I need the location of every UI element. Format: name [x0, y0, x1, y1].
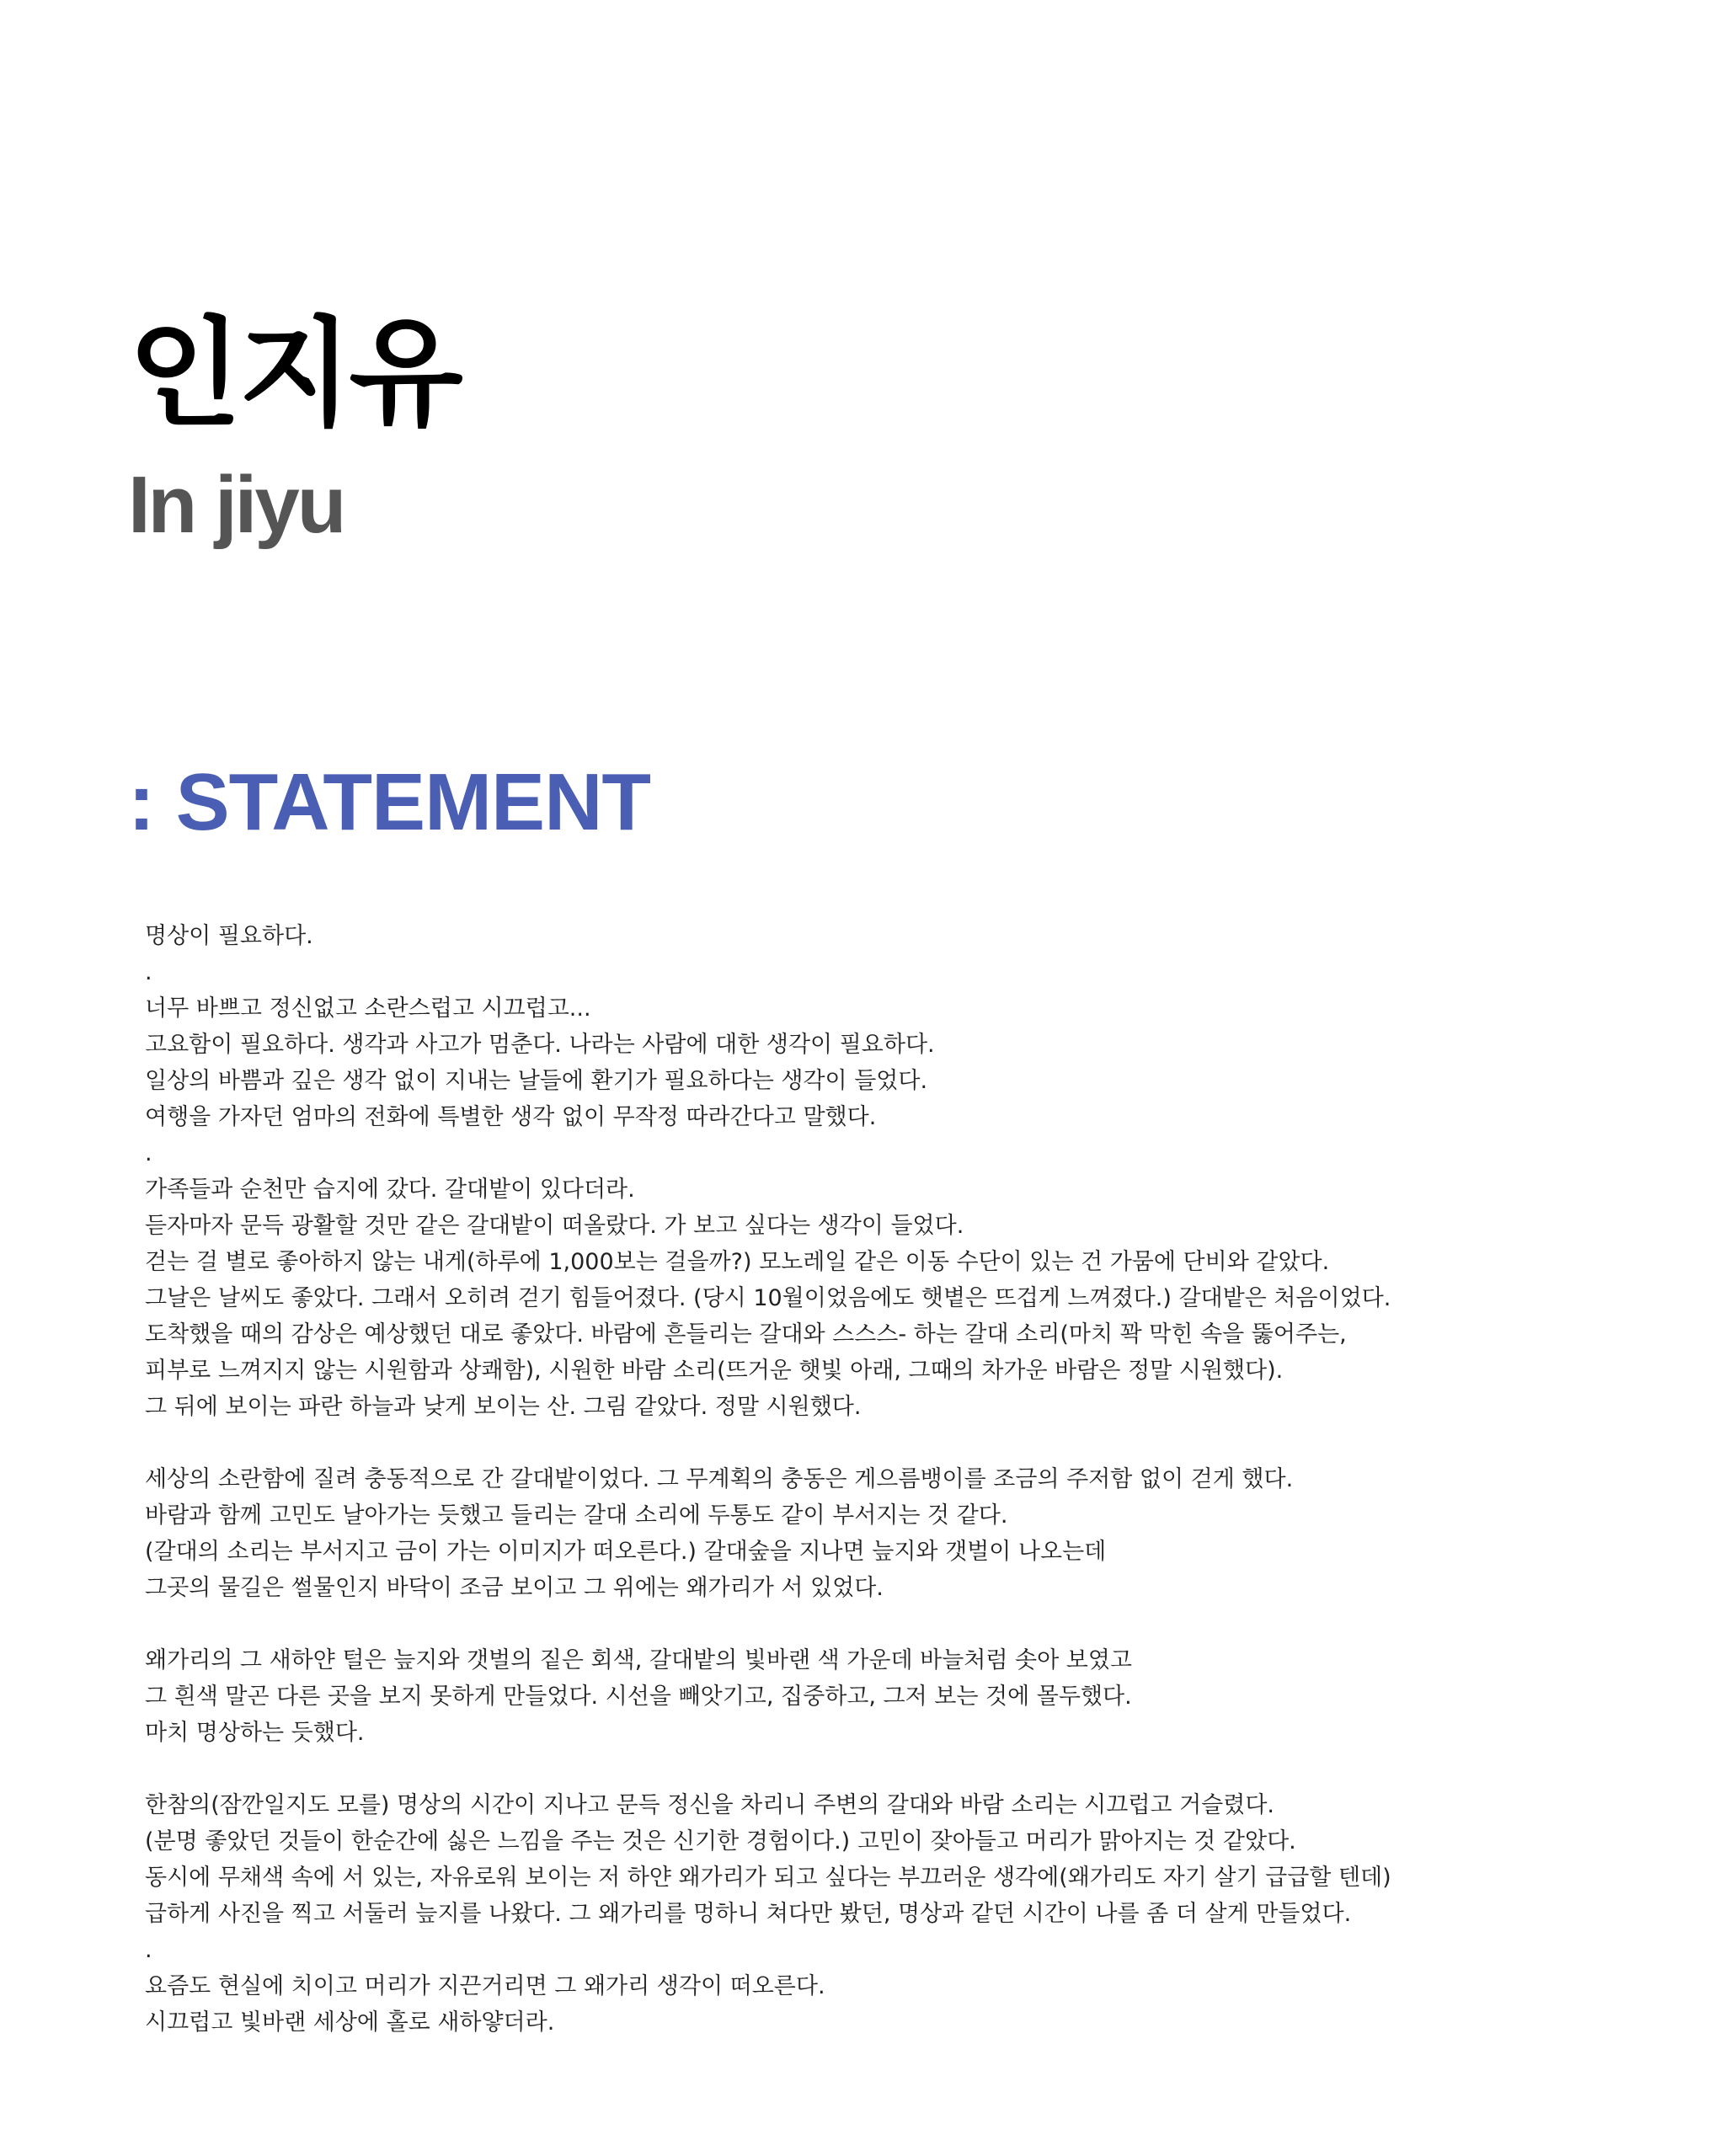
statement-line: 요즘도 현실에 치이고 머리가 지끈거리면 그 왜가리 생각이 떠오른다.	[145, 1973, 825, 1999]
statement-line: 바람과 함께 고민도 날아가는 듯했고 들리는 갈대 소리에 두통도 같이 부서지는 것 같다.	[145, 1502, 1008, 1529]
statement-line: 그날은 날씨도 좋았다. 그래서 오히려 걷기 힘들어졌다. (당시 10월이었음에도 햇볕은 뜨겁게 느껴졌다.) 갈대밭은 처음이었다.	[145, 1285, 1391, 1311]
statement-body	[145, 918, 1678, 2041]
statement-heading: : STATEMENT	[128, 757, 651, 847]
statement-line: 그 흰색 말곤 다른 곳을 보지 못하게 만들었다. 시선을 빼앗기고, 집중하고, 그저 보는 것에 몰두했다.	[145, 1684, 1132, 1710]
statement-line: 동시에 무채색 속에 서 있는, 자유로워 보이는 저 하얀 왜가리가 되고 싶다는 부끄러운 생각에(왜가리도 자기 살기 급급할 텐데)	[145, 1865, 1391, 1891]
statement-line: 시끄럽고 빛바랜 세상에 홀로 새하얗더라.	[145, 2009, 555, 2036]
statement-line: 마치 명상하는 듯했다.	[145, 1720, 365, 1746]
statement-line: 명상이 필요하다.	[145, 923, 313, 949]
statement-line: 가족들과 순천만 습지에 갔다. 갈대밭이 있다더라.	[145, 1177, 635, 1203]
statement-line: 걷는 걸 별로 좋아하지 않는 내게(하루에 1,000보는 걸을까?) 모노레일 같은 이동 수단이 있는 건 가뭄에 단비와 같았다.	[145, 1249, 1330, 1275]
statement-line: 그 뒤에 보이는 파란 하늘과 낮게 보이는 산. 그림 같았다. 정말 시원했다.	[145, 1394, 862, 1420]
statement-line: .	[145, 1140, 152, 1166]
statement-line	[145, 1425, 1678, 1461]
statement-line	[145, 1606, 1678, 1642]
statement-line: 세상의 소란함에 질려 충동적으로 간 갈대밭이었다. 그 무계획의 충동은 게으름뱅이를 조금의 주저함 없이 걷게 했다.	[145, 1466, 1294, 1492]
statement-line: (갈대의 소리는 부서지고 금이 가는 이미지가 떠오른다.) 갈대숲을 지나면 늪지와 갯벌이 나오는데	[145, 1539, 1107, 1565]
statement-line: 한참의(잠깐일지도 모를) 명상의 시간이 지나고 문득 정신을 차리니 주변의 갈대와 바람 소리는 시끄럽고 거슬렸다.	[145, 1792, 1274, 1818]
statement-line: 왜가리의 그 새하얀 털은 늪지와 갯벌의 짙은 회색, 갈대밭의 빛바랜 색 가운데 바늘처럼 솟아 보였고	[145, 1647, 1133, 1673]
statement-line	[145, 1751, 1678, 1787]
statement-line: 그곳의 물길은 썰물인지 바닥이 조금 보이고 그 위에는 왜가리가 서 있었다.	[145, 1575, 884, 1601]
statement-line: 일상의 바쁨과 깊은 생각 없이 지내는 날들에 환기가 필요하다는 생각이 들었다.	[145, 1068, 928, 1094]
statement-line: 여행을 가자던 엄마의 전화에 특별한 생각 없이 무작정 따라간다고 말했다.	[145, 1104, 877, 1130]
statement-line: 도착했을 때의 감상은 예상했던 대로 좋았다. 바람에 흔들리는 갈대와 스스스- 하는 갈대 소리(마치 꽉 막힌 속을 뚫어주는,	[145, 1321, 1347, 1348]
statement-line: (분명 좋았던 것들이 한순간에 싫은 느낌을 주는 것은 신기한 경험이다.) 고민이 잦아들고 머리가 맑아지는 것 같았다.	[145, 1828, 1296, 1854]
statement-line: 급하게 사진을 찍고 서둘러 늪지를 나왔다. 그 왜가리를 멍하니 쳐다만 봤던, 명상과 같던 시간이 나를 좀 더 살게 만들었다.	[145, 1901, 1352, 1927]
statement-line: 너무 바쁘고 정신없고 소란스럽고 시끄럽고...	[145, 995, 591, 1022]
statement-line: 듣자마자 문득 광활할 것만 같은 갈대밭이 떠올랐다. 가 보고 싶다는 생각이 들었다.	[145, 1213, 964, 1239]
statement-line: .	[145, 959, 152, 985]
artist-name-korean: 인지유	[128, 306, 460, 443]
artist-name-english: In jiyu	[128, 460, 344, 550]
statement-line: 고요함이 필요하다. 생각과 사고가 멈춘다. 나라는 사람에 대한 생각이 필요하다.	[145, 1032, 935, 1058]
statement-line: 피부로 느껴지지 않는 시원함과 상쾌함), 시원한 바람 소리(뜨거운 햇빛 아래, 그때의 차가운 바람은 정말 시원했다).	[145, 1358, 1284, 1384]
statement-line: .	[145, 1937, 152, 1963]
